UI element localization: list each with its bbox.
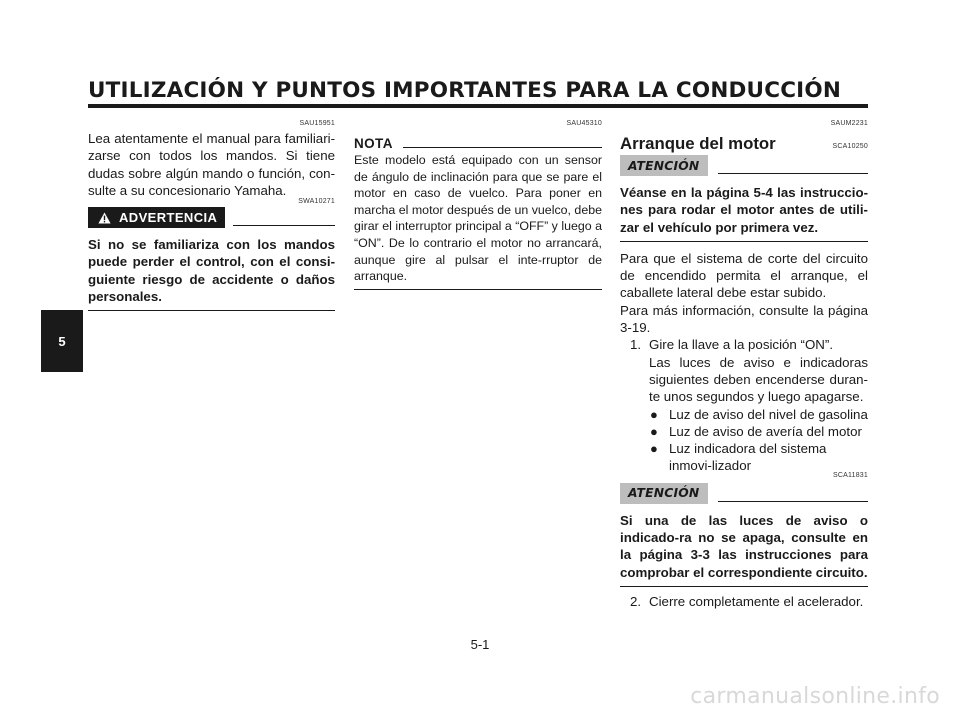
bullet-text: Luz indicadora del sistema inmovi-lizador bbox=[669, 441, 827, 474]
note-label: NOTA bbox=[354, 136, 393, 151]
body-paragraph: Para que el sistema de corte del circuito de encendido permita el arranque, el caballete lateral debe estar subido. bbox=[620, 250, 868, 301]
reference-code: SCA10250 bbox=[832, 143, 868, 150]
step-item bbox=[620, 593, 868, 610]
page-title: UTILIZACIÓN Y PUNTOS IMPORTANTES PARA LA CONDUCCIÓN bbox=[88, 78, 842, 103]
note-end-rule bbox=[354, 289, 602, 290]
note-header-rule bbox=[403, 147, 602, 148]
caution-badge: ATENCIÓN bbox=[620, 155, 708, 176]
step-text: Cierre completamente el acelerador. bbox=[649, 593, 864, 609]
title-rule bbox=[88, 104, 868, 108]
bullet-icon: ● bbox=[650, 441, 658, 457]
list-item bbox=[649, 440, 868, 475]
step-item bbox=[620, 336, 868, 353]
warning-label: ADVERTENCIA bbox=[119, 210, 218, 226]
bullet-icon: ● bbox=[650, 423, 658, 439]
reference-code: SCA11831 bbox=[833, 471, 868, 479]
reference-code: SAUM2231 bbox=[830, 120, 868, 127]
warning-badge bbox=[88, 207, 225, 228]
warning-end-rule bbox=[88, 310, 335, 311]
watermark: carmanualsonline.info bbox=[690, 684, 940, 709]
step-number: 1. bbox=[630, 337, 642, 353]
chapter-tab: 5 bbox=[41, 310, 83, 372]
list-item bbox=[649, 423, 868, 440]
step-number: 2. bbox=[630, 593, 642, 609]
step-text: Gire la llave a la posición “ON”. bbox=[649, 337, 834, 353]
warning-header-rule bbox=[233, 225, 335, 226]
reference-code: SWA10271 bbox=[298, 198, 335, 206]
bullet-text: Luz de aviso del nivel de gasolina bbox=[669, 406, 868, 422]
note-text: Este modelo está equipado con un sensor de ángulo de inclinación para que se pare el motor en caso de vuelco. Para poner en marcha el motor después de un vuelco, debe girar el interruptor principal a “OFF” y luego a “ON”. De lo contrario el motor no arrancará, aunque gire al pulsar el inte-rruptor de arranque. bbox=[354, 153, 602, 284]
reference-code: SAU45310 bbox=[566, 120, 602, 127]
note-header bbox=[354, 131, 602, 151]
caution-text: Si una de las luces de aviso o indicado-ra no se apaga, consulte en la página 3-3 las instrucciones para comprobar el correspondiente circuito. bbox=[620, 512, 868, 580]
caution-text: Véanse en la página 5-4 las instruccio-nes para rodar el motor antes de utili-zar el vehículo por primera vez. bbox=[620, 185, 868, 235]
bullet-text: Luz de aviso de avería del motor bbox=[669, 423, 862, 439]
reference-code: SAU15951 bbox=[299, 120, 335, 127]
caution-header-rule bbox=[718, 501, 868, 502]
column-3 bbox=[620, 112, 868, 610]
caution-badge: ATENCIÓN bbox=[620, 483, 708, 504]
column-2 bbox=[354, 112, 602, 290]
caution-header bbox=[620, 153, 868, 176]
caution-header-rule bbox=[718, 173, 868, 174]
intro-paragraph: Lea atentamente el manual para familiari-zarse con todos los mandos. Si tiene dudas sobre algún mando o función, con-sulte a su concesionario Yamaha. bbox=[88, 131, 335, 198]
warning-header bbox=[88, 207, 335, 228]
page-number: 5-1 bbox=[470, 637, 490, 652]
warning-text: Si no se familiariza con los mandos puede perder el control, con el consi-guiente riesgo de accidente o daños personales. bbox=[88, 237, 335, 305]
list-item bbox=[649, 406, 868, 423]
caution-end-rule bbox=[620, 241, 868, 242]
warning-triangle-icon bbox=[98, 212, 111, 224]
bullet-icon: ● bbox=[650, 406, 658, 422]
caution-end-rule bbox=[620, 586, 868, 587]
column-1 bbox=[88, 112, 335, 311]
caution-header bbox=[620, 481, 868, 504]
section-heading: Arranque del motor bbox=[620, 134, 776, 153]
body-paragraph: Para más información, consulte la página 3-19. bbox=[620, 302, 868, 336]
step-detail: Las luces de aviso e indicadoras siguientes deben encenderse duran-te unos segundos y luego apagarse. bbox=[649, 354, 868, 405]
